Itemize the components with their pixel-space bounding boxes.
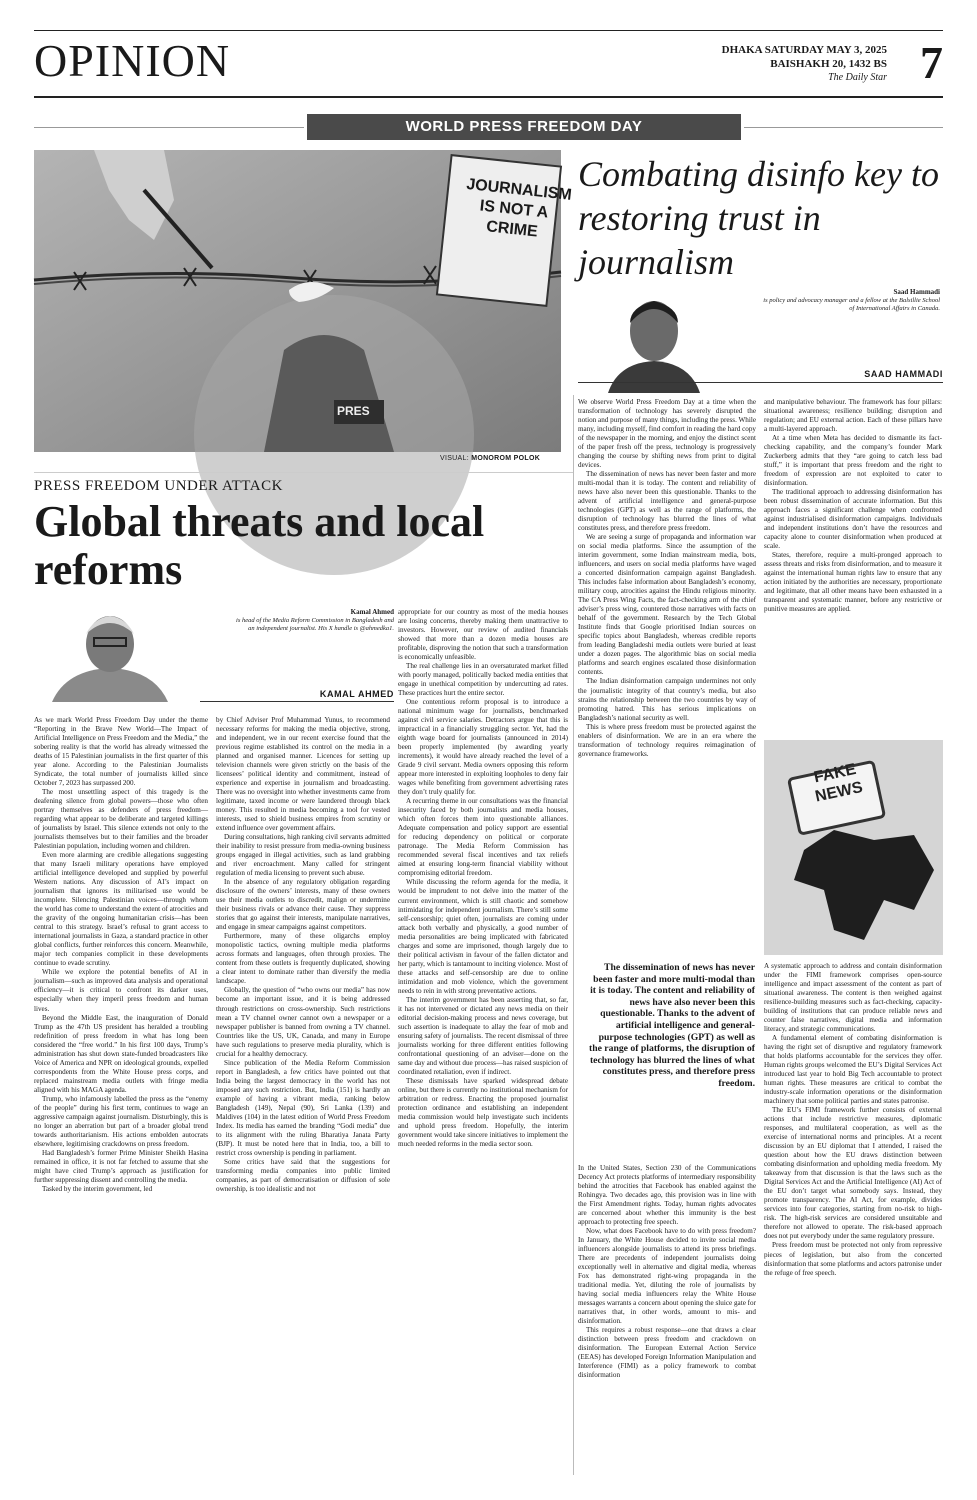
paragraph: A recurring theme in our consultations was the financial insecurity faced by both journalists and media houses, which often forces them into questionable alliances. Adequate compensation and policy support are essential for reducing dependency on political or corporate patronage. The Media Reform Commission has recommended several fiscal incentives and tax reliefs aimed at ensuring long-term financial viability without compromising editorial freedom. bbox=[398, 797, 568, 878]
left-byline-rule bbox=[200, 701, 394, 702]
paragraph: These dismissals have sparked widespread debate online, but there is currently no institutional mechanism for arbitration or redress. Enacting the proposed journalist protection ordinance and establishing an independent media commission would help investigate such incidents and uphold press freedom. Hopefully, the interim government would take sincere initiatives to implement the much needed reforms in the media sector soon. bbox=[398, 1076, 568, 1148]
paragraph: Had Bangladesh’s former Prime Minister Sheikh Hasina remained in office, it is not far fetched to assume that she might have cited Trump’s approach as justification for further suppressing dissent and controlling the media. bbox=[34, 1148, 208, 1184]
right-byline: SAAD HAMMADI bbox=[864, 369, 943, 379]
paragraph: Since publication of the Media Reform Commission report in Bangladesh, a few critics have pointed out that India being the largest democracy in the world has not imposed any such restriction. But, India (151) is hardly an example of having a vibrant media, ranking below Bangladesh (149), Nepal (90), Sri Lanka (139) and Maldives (104) in the latest edition of World Press Freedom Index. Its media has earned the branding “Godi media” due to its alignment with the ruling Bharatiya Janata Party (BJP). It must be noted here that in India, too, a bill to restrict cross ownership is pending in parliament. bbox=[216, 1058, 390, 1157]
paragraph: A fundamental element of combating disinformation is having the right set of disruptive and regulatory framework that holds platforms accountable for the services they offer. Human rights groups welcomed the EU’s Digital Services Act introduced last year to hold Big Tech accountable to protect human rights. These measures are critical to combat the industry-scale information operations or the disinformation machinery that some political parties and states patronise. bbox=[764, 1034, 942, 1106]
paragraph: This is where press freedom must be protected against the enablers of disinformation. We are in an era where the transformation of technology requires reimagination of governance frameworks. bbox=[578, 722, 756, 758]
right-author-bio: is policy and advocacy manager and a fellow at the Balsillie School of International Affairs in Canada. bbox=[763, 296, 940, 312]
main-photo bbox=[34, 150, 573, 452]
paragraph: A systematic approach to address and contain disinformation under the FIMI framework comprises open-source intelligence and impact assessment of the content as part of situational awareness. The content is then weighed against resilience-building measures such as fact-checking, capacity-building of institutions that can produce reliable news and counter false narratives, digital media and information literacy, and strategic communications. bbox=[764, 962, 942, 1034]
banner-rule-right bbox=[744, 127, 943, 128]
right-author-name: Saad Hammadi bbox=[893, 288, 940, 296]
paragraph: While discussing the reform agenda for the media, it would be imprudent to not delve into the matter of the current environment, which is still chaotic and somehow intimidating for independent journalism. There’s still some self-censorship; quiet often, journalists are coming under attack both verbally and physically, a good number of media personalities are being implicated with fabricated charges and some are imprisoned, though largely due to their political activism in favour of the fallen dictator and her party, which is tantamount to inciting violence. Most of these attacks and self-censorship are due to online intimidation and mob violence, which the government needs to rein in with strong preventative actions. bbox=[398, 878, 568, 995]
left-article-col3 bbox=[398, 608, 568, 1470]
right-article-col2 bbox=[764, 398, 942, 748]
paragraph: As we mark World Press Freedom Day under the theme “Reporting in the Brave New World—The Impact of Artificial Intelligence on Press Freedom and the Media,” the sobering reality is that the world has already witnessed the deaths of 15 Palestinian journalists in the first quarter of this year alone. According to the Palestinian Journalists Syndicate, the total number of journalists killed since October 7, 2023 has surpassed 200. bbox=[34, 716, 208, 788]
paragraph: and manipulative behaviour. The framework has four pillars: situational awareness; resilience building; disruption and regulation; and EU external action. Each of these pillars have a multi-layered approach. bbox=[764, 398, 942, 434]
paragraph: The real challenge lies in an oversaturated market filled with poorly managed, politically backed media entities that engage in unethical competition by undercutting ad rates. These practices hurt the entire sector. bbox=[398, 662, 568, 698]
left-author-bio-block bbox=[236, 608, 394, 634]
dateline bbox=[722, 44, 887, 84]
paragraph: The most unsettling aspect of this tragedy is the deafening silence from global powers—those who often portray themselves as defenders of press freedom—regarding what appear to be deliberate and targeted killings of journalists by Israel. This silence extends not only to the journalists themselves but to their families and the broader Palestinian population, including women and children. bbox=[34, 788, 208, 851]
paragraph: Press freedom must be protected not only from repressive pieces of legislation, but also from the concerted disinformation that some platforms and actors patronise under the refuge of free speech. bbox=[764, 1241, 942, 1277]
kicker-rule bbox=[34, 472, 574, 473]
paragraph: Trump, who infamously labelled the press as the “enemy of the people” during his first term, continues to wage an aggressive campaign against journalism. Disturbingly, this is no longer an aberration but part of a broader global trend towards authoritarianism. His actions embolden autocrats elsewhere, legitimising crackdowns on press freedom. bbox=[34, 1094, 208, 1148]
paragraph: We observe World Press Freedom Day at a time when the transformation of technology has severely disrupted the notion and purpose of many things, including the press. While many, including myself, find comfort in reading the hard copy of the newspaper in the morning, and enjoy the distinct scent of the paper fresh off the press, technology is progressively changing the course by shifting news from print to digital devices. bbox=[578, 398, 756, 470]
credit-name: MONOROM POLOK bbox=[471, 455, 541, 462]
photo-credit bbox=[440, 455, 540, 462]
paper-name: The Daily Star bbox=[828, 71, 887, 83]
paragraph: In the United States, Section 230 of the Communications Decency Act protects platforms of intermediary responsibility behind the atrocities that Facebook has enabled against the Rohingya. Two decades ago, this provision was in line with the First Amendment rights. Today, human rights advocates are concerned about whether this immunity is the best approach to protecting free speech. bbox=[578, 1164, 756, 1227]
left-headline: Global threats and local reforms bbox=[34, 497, 485, 594]
paragraph: During consultations, high ranking civil servants admitted their inability to resist pressure from media-owning business groups engaged in illegal activities, such as land grabbing and river encroachment. Many called for stringent regulation of media licensing to prevent such abuse. bbox=[216, 833, 390, 878]
paragraph: Globally, the question of “who owns our media” has now become an important issue, and it is being addressed through restrictions on cross-ownership. Such restrictions mean a TV channel owner cannot own a newspaper or a newspaper publisher is banned from owning a TV channel. Countries like the US, UK, Canada, and many in Europe have such regulations to preserve media plurality, which is crucial for a healthy democracy. bbox=[216, 986, 390, 1058]
right-article-col1 bbox=[578, 398, 756, 950]
right-article-col1b bbox=[578, 1164, 756, 1474]
press-vest-text: PRES bbox=[337, 404, 370, 418]
article-divider bbox=[573, 395, 574, 1475]
page-number: 7 bbox=[920, 37, 943, 88]
left-byline: KAMAL AHMED bbox=[319, 689, 394, 699]
left-author-bio: is head of the Media Reform Commission in Bangladesh and an independent journalist. His X handle is @ahmedka1. bbox=[236, 616, 394, 632]
paragraph: The interim government has been asserting that, so far, it has not intervened or dictated any news media on their editorial decision-making process and news coverage, but such assertion is inadequate to allay the fear of mob and ensuring safety of journalists. The recent dismissal of three journalists working for three different entities following confrontational questioning of an adviser—done on the same day and without due process—has raised suspicion of coordinated retaliation, even if indirect. bbox=[398, 995, 568, 1076]
right-article-col3 bbox=[764, 962, 942, 1474]
left-kicker: PRESS FREEDOM UNDER ATTACK bbox=[34, 478, 283, 494]
paragraph: Now, what does Facebook have to do with press freedom? In January, the White House decided to invite social media influencers alongside journalists to attend its press briefings. There are precedents of independent journalists doing exceptionally well in alternative and digital media, whereas Fox has demonstrated right-wing propaganda in the traditional media. Yet, diluting the role of journalists by having social media influencers relay the White House messages warrants a concern about opening the sluice gate for narratives that, in other words, amount to mis- and disinformation. bbox=[578, 1227, 756, 1326]
paragraph: We are seeing a surge of propaganda and information war on social media platforms. Since the assumption of the interim government, some Indian mainstream media, bots, influencers, and users on social media platforms have waged a concerted disinformation campaign against Bangladesh. This includes false information about Bangladesh’s economy, military coup, atrocities against the Hindu religious minority. The CA Press Wing Facts, the fact-checking arm of the chief adviser’s press wing, countered those narratives with facts on behalf of the government. Research by the Tech Global Institute finds that Google prioritised Indian sources on specific topics about Bangladesh, whereas credible reports from leading Bangladeshi media outlets were buried at least under a dozen pages. The algorithmic bias on social media platforms and search engines escalated those disinformation contents. bbox=[578, 533, 756, 677]
right-author-bio-block bbox=[760, 288, 940, 314]
paragraph: In the absence of any regulatory obligation regarding disclosure of the owners’ interests, many of these owners use their media outlets to discredit, malign or undermine their business rivals or advance their cause. They suppress stories that go against their interests, manipulate narratives, and engage in smear campaigns against competitors. bbox=[216, 878, 390, 932]
paragraph: States, therefore, require a multi-pronged approach to assess threats and risks from disinformation, and to measure it against the international human rights law to ensure that any action initiated by the authorities are necessary, proportionate and legitimate, that all other means have been exhausted in a transparent and systematic manner, before any restrictive or punitive measures are applied. bbox=[764, 551, 942, 614]
date-text: DHAKA SATURDAY MAY 3, 2025 bbox=[721, 44, 887, 56]
fake-news-image bbox=[764, 740, 943, 955]
section-banner: WORLD PRESS FREEDOM DAY bbox=[307, 114, 741, 140]
protest-sign-text: JOURNALISM IS NOT A CRIME bbox=[465, 175, 573, 241]
paragraph: This requires a robust response—one that draws a clear distinction between press freedom and crackdown on disinformation. The European External Action Service (EEAS) has developed Foreign Information Manipulation and Interference (FIMI) as a policy framework to combat disinformation bbox=[578, 1326, 756, 1380]
masthead-top-rule bbox=[34, 30, 943, 31]
paragraph: Some critics have said that the suggestions for transforming media companies into public limited companies, as part of democratisation or diffusion of sole ownership, is too idealistic and not bbox=[216, 1157, 390, 1193]
masthead-bottom-rule bbox=[34, 96, 943, 98]
paragraph: At a time when Meta has decided to dismantle its fact-checking capability, and the company’s founder Mark Zuckerberg admits that they “are going to catch less bad stuff,” it is important that press freedom and the right to freedom of expression are not exploited to cater to disinformation. bbox=[764, 434, 942, 488]
paragraph: Tasked by the interim government, led bbox=[42, 1184, 153, 1193]
right-byline-rule bbox=[578, 382, 943, 383]
paragraph: The traditional approach to addressing disinformation has been robust dissemination of accurate information. But this approach faces a significant challenge when confronted against industrialised disinformation campaigns. Individuals and independent institutions don’t have the resources and capacity alone to counter disinformation when produced at scale. bbox=[764, 488, 942, 551]
paragraph: appropriate for our country as most of the media houses are losing concerns, thereby making them unattractive to investors. However, our review of audited financials showed that more than a dozen media houses are profitable, disproving the notion that such a transformation is economically unfeasible. bbox=[398, 608, 568, 662]
paragraph: While we explore the potential benefits of AI in journalism—such as improved data analysis and operational efficiency—it is critical to confront its darker uses, especially when they imperil press freedom and human lives. bbox=[34, 968, 208, 1013]
left-author-photo bbox=[40, 608, 180, 702]
paragraph: One contentious reform proposal is to introduce a national minimum wage for journalists, benchmarked against civil service salaries. Detractors argue that this is impractical in a financially struggling sector. Yet, had the eighth wage board for journalists (announced in 2014) been properly implemented (by awarding yearly increments), it would have already reached the level of a Grade 9 civil servant. Media owners opposing this reform appear more interested in exploiting loopholes to deny fair wages while benefiting from government advertising rates they don’t truly qualify for. bbox=[398, 698, 568, 797]
paragraph: Even more alarming are credible allegations suggesting that many Israeli military operations have employed artificial intelligence developed and supplied by powerful Western nations. Any discussion of AI’s impact on journalism that ignores its militarised use would be incomplete. Silencing Palestinian voices—through whom the world has come to understand the extent of atrocities and the gravity of the ongoing humanitarian crisis—has been central to this strategy. Israel’s refusal to grant access to international journalists in Gaza, a standard practice in other global conflicts, further reinforces this concern. Meanwhile, major tech companies complicit in these developments continue to evade scrutiny. bbox=[34, 851, 208, 968]
section-title: OPINION bbox=[34, 35, 231, 86]
paragraph: Furthermore, many of these oligarchs employ monopolistic tactics, owning multiple media platforms across formats and languages, often through proxies. The content from these outlets is frequently duplicated, showing a clear intent to dominate rather than diversify the media landscape. bbox=[216, 932, 390, 986]
fake-news-stamp-text: FAKE NEWS bbox=[812, 760, 865, 806]
right-headline: Combating disinfo key to restoring trust in journalism bbox=[578, 154, 939, 282]
paragraph: The dissemination of news has never been faster and more multi-modal than it is today. The content and reliability of news have also never been this questionable. Thanks to the advent of artificial intelligence and general-purpose technologies (GPT) as well as the range of platforms, the disruption of technology has blurred the lines of what constitutes press, and therefore press freedom. bbox=[578, 470, 756, 533]
bangla-date-text: BAISHAKH 20, 1432 BS bbox=[770, 57, 887, 70]
paragraph: The EU’s FIMI framework further consists of external actions that include restrictive measures, diplomatic responses, and multilateral cooperation, as well as the exercise of international norms and principles. At a recent discussion by an EU diplomat that I attended, I raised the question about how the EU draws distinction between combating disinformation and upholding media freedom. My takeaway from that discussion is that the laws such as the Digital Services Act and the Artificial Intelligence (AI) Act of the EU don’t target what somebody says. Instead, they promote transparency. The AI Act, for example, divides services into four categories, starting from no-risk to high-risk. The high-risk services are considered unsuitable and therefore not allowed to operate. The risk-based approach does not put everybody under the same regulatory pressure. bbox=[764, 1106, 942, 1241]
credit-label: VISUAL: bbox=[440, 455, 469, 462]
pull-quote: The dissemination of news has never been faster and more multi-modal than it is today. The content and reliability of news have also never been this questionable. Thanks to the advent of artificial intelligence and general-purpose technologies (GPT) as well as the range of platforms, the disruption of technology has blurred the lines of what constitutes press, and therefore press freedom. bbox=[588, 962, 755, 1089]
left-article-col1 bbox=[34, 716, 208, 1476]
paragraph: Beyond the Middle East, the inauguration of Donald Trump as the 47th US president has heralded a troubling redefinition of press freedom in what has long been considered the “free world.” In his first 100 days, Trump’s administration has shut down state-funded broadcasters like Voice of America and NPR on ideological grounds, expelled correspondents from the White House press corps, and replaced mainstream media outlets with fringe media aligned with his MAGA agenda. bbox=[34, 1013, 208, 1094]
left-article-col2 bbox=[216, 716, 390, 1476]
paragraph: The Indian disinformation campaign undermines not only the journalistic integrity of that country’s media, but also strains the relationship between the two countries by way of promoting hatred. This has serious implications on Bangladesh’s national security as well. bbox=[578, 677, 756, 722]
left-author-name: Kamal Ahmed bbox=[350, 608, 394, 616]
paragraph: by Chief Adviser Prof Muhammad Yunus, to recommend necessary reforms for making the media objective, strong, and independent, we in our recent exercise found that the previous regime established its control on the media in a planned and organised manner. Licences for setting up television channels were given strictly on the basis of the licensees’ political identity and commitment, instead of experience and expertise in journalism and broadcasting. There was no oversight into whether investments came from legitimate, taxed income or were laundered through black money. This resulted in media becoming a tool for vested interests, used to shield business empires from scrutiny or extend influence over government affairs. bbox=[216, 716, 390, 833]
banner-rule-left bbox=[34, 127, 304, 128]
